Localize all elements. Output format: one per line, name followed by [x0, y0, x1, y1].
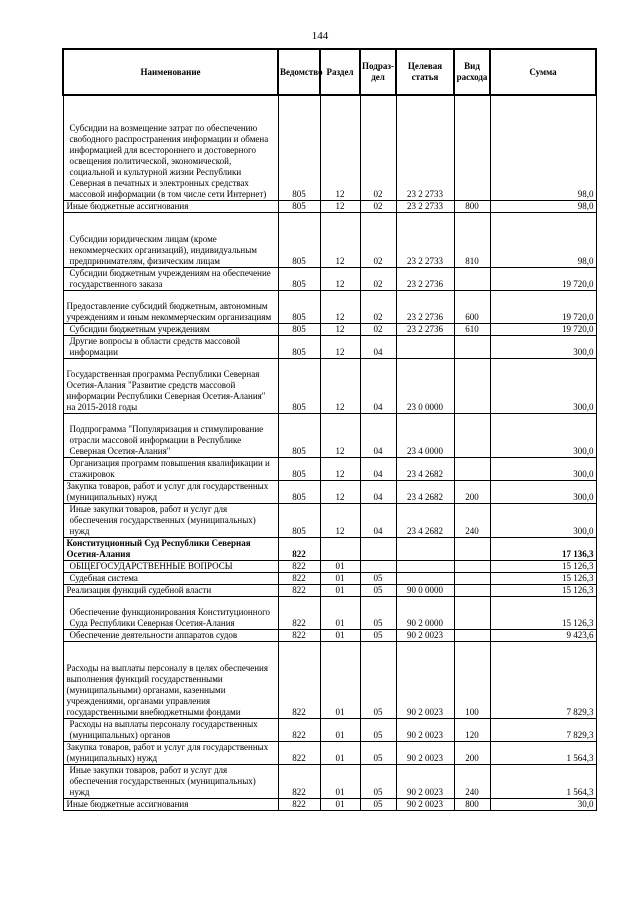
- cell-podrazdel: 02: [360, 95, 396, 200]
- cell-name: Иные бюджетные ассигнования: [63, 200, 278, 212]
- table-row: [63, 641, 596, 718]
- cell-summa: 1 564,3: [490, 764, 596, 798]
- cell-vedomstvo: 822: [278, 798, 320, 810]
- cell-statya: 90 2 0000: [396, 596, 454, 629]
- cell-vedomstvo: 805: [278, 335, 320, 358]
- cell-name: Подпрограмма "Популяризация и стимулирование отрасли массовой информации в Республике Северная Осетия-Алания": [63, 413, 278, 457]
- cell-podrazdel: 05: [360, 718, 396, 741]
- table-body: [63, 95, 596, 810]
- cell-razdel: 01: [320, 584, 360, 596]
- cell-summa: 15 126,3: [490, 584, 596, 596]
- cell-vid: 240: [454, 503, 490, 537]
- cell-podrazdel: 02: [360, 212, 396, 267]
- cell-vedomstvo: 805: [278, 95, 320, 200]
- cell-vedomstvo: 822: [278, 641, 320, 718]
- cell-vedomstvo: 822: [278, 537, 320, 560]
- cell-name: Субсидии юридическим лицам (кроме некоммерческих организаций), индивидуальным предпринимателям, физическим лицам: [63, 212, 278, 267]
- cell-razdel: [320, 537, 360, 560]
- cell-podrazdel: 05: [360, 584, 396, 596]
- cell-vid: 200: [454, 741, 490, 764]
- cell-podrazdel: 04: [360, 358, 396, 413]
- cell-name: Реализация функций судебной власти: [63, 584, 278, 596]
- table-row: [63, 718, 596, 741]
- cell-summa: 98,0: [490, 200, 596, 212]
- cell-vid: 610: [454, 323, 490, 335]
- cell-statya: 90 2 0023: [396, 629, 454, 641]
- cell-podrazdel: 05: [360, 764, 396, 798]
- table-row: [63, 335, 596, 358]
- table-row: [63, 584, 596, 596]
- table-row: [63, 503, 596, 537]
- cell-vid: [454, 584, 490, 596]
- cell-vid: 240: [454, 764, 490, 798]
- cell-vedomstvo: 822: [278, 560, 320, 572]
- header-vedomstvo: Ведомство: [278, 49, 320, 95]
- table-row: [63, 95, 596, 200]
- cell-summa: 17 136,3: [490, 537, 596, 560]
- cell-razdel: 01: [320, 572, 360, 584]
- header-summa: Сумма: [490, 49, 596, 95]
- cell-vedomstvo: 822: [278, 718, 320, 741]
- cell-summa: 300,0: [490, 480, 596, 503]
- cell-summa: 300,0: [490, 457, 596, 480]
- cell-summa: 30,0: [490, 798, 596, 810]
- cell-name: ОБЩЕГОСУДАРСТВЕННЫЕ ВОПРОСЫ: [63, 560, 278, 572]
- cell-name: Предоставление субсидий бюджетным, автономным учреждениям и иным некоммерческим организациям: [63, 290, 278, 323]
- cell-vedomstvo: 805: [278, 457, 320, 480]
- table-row: [63, 560, 596, 572]
- table-row: [63, 290, 596, 323]
- cell-name: Расходы на выплаты персоналу в целях обеспечения выполнения функций государственными (муниципальными) органами, казенными учреждениями, органами управления государственными внебюджетными фондами: [63, 641, 278, 718]
- cell-razdel: 01: [320, 764, 360, 798]
- cell-summa: 15 126,3: [490, 560, 596, 572]
- cell-statya: 90 2 0023: [396, 764, 454, 798]
- cell-vid: [454, 537, 490, 560]
- cell-vedomstvo: 805: [278, 480, 320, 503]
- cell-razdel: 12: [320, 457, 360, 480]
- cell-vedomstvo: 805: [278, 503, 320, 537]
- cell-statya: 90 0 0000: [396, 584, 454, 596]
- cell-summa: 19 720,0: [490, 290, 596, 323]
- cell-vedomstvo: 805: [278, 267, 320, 290]
- cell-podrazdel: 05: [360, 798, 396, 810]
- table-row: [63, 629, 596, 641]
- cell-razdel: 01: [320, 718, 360, 741]
- cell-vedomstvo: 805: [278, 290, 320, 323]
- cell-statya: 90 2 0023: [396, 741, 454, 764]
- cell-name: Субсидии бюджетным учреждениям на обеспечение государственного заказа: [63, 267, 278, 290]
- table-row: [63, 537, 596, 560]
- cell-razdel: 12: [320, 323, 360, 335]
- cell-vedomstvo: 805: [278, 212, 320, 267]
- cell-statya: 23 4 2682: [396, 480, 454, 503]
- cell-name: Конституционный Суд Республики Северная Осетия-Алания: [63, 537, 278, 560]
- cell-vid: [454, 572, 490, 584]
- cell-podrazdel: 04: [360, 335, 396, 358]
- cell-statya: 23 2 2733: [396, 95, 454, 200]
- cell-statya: 23 2 2736: [396, 290, 454, 323]
- cell-vid: 800: [454, 798, 490, 810]
- cell-statya: 23 2 2733: [396, 212, 454, 267]
- cell-statya: 23 4 2682: [396, 457, 454, 480]
- header-statya: Целевая статья: [396, 49, 454, 95]
- cell-statya: [396, 335, 454, 358]
- cell-razdel: 12: [320, 95, 360, 200]
- cell-razdel: 01: [320, 596, 360, 629]
- page-number: 144: [311, 30, 329, 42]
- cell-podrazdel: 05: [360, 641, 396, 718]
- cell-podrazdel: 05: [360, 596, 396, 629]
- cell-vid: 600: [454, 290, 490, 323]
- cell-summa: 300,0: [490, 358, 596, 413]
- cell-name: Государственная программа Республики Северная Осетия-Алания "Развитие средств массовой информации Республики Северная Осетия-Алания" на 2015-2018 годы: [63, 358, 278, 413]
- cell-statya: 90 2 0023: [396, 798, 454, 810]
- cell-name: Иные закупки товаров, работ и услуг для обеспечения государственных (муниципальных) нужд: [63, 503, 278, 537]
- cell-vid: 800: [454, 200, 490, 212]
- cell-podrazdel: 02: [360, 267, 396, 290]
- header-podrazdel: Подраз-дел: [360, 49, 396, 95]
- cell-vedomstvo: 822: [278, 764, 320, 798]
- cell-vedomstvo: 822: [278, 584, 320, 596]
- cell-name: Субсидии бюджетным учреждениям: [63, 323, 278, 335]
- cell-vid: 120: [454, 718, 490, 741]
- cell-razdel: 12: [320, 290, 360, 323]
- cell-statya: [396, 572, 454, 584]
- cell-razdel: 01: [320, 641, 360, 718]
- cell-summa: 7 829,3: [490, 641, 596, 718]
- cell-name: Субсидии на возмещение затрат по обеспечению свободного распространения информации и обмена информацией для всестороннего и достоверного освещения политической, экономической, социальной и культурной жизни Республики Северная в печатных и электронных средствах массовой информации (в том числе сети Интернет): [63, 95, 278, 200]
- header-vid: Вид расхода: [454, 49, 490, 95]
- cell-razdel: 12: [320, 200, 360, 212]
- cell-razdel: 12: [320, 480, 360, 503]
- cell-razdel: 12: [320, 358, 360, 413]
- cell-podrazdel: [360, 560, 396, 572]
- table-row: [63, 457, 596, 480]
- cell-summa: 19 720,0: [490, 323, 596, 335]
- cell-vid: 810: [454, 212, 490, 267]
- cell-vedomstvo: 805: [278, 323, 320, 335]
- cell-vid: [454, 629, 490, 641]
- cell-summa: 300,0: [490, 413, 596, 457]
- cell-vedomstvo: 805: [278, 200, 320, 212]
- cell-vid: [454, 358, 490, 413]
- cell-razdel: 12: [320, 335, 360, 358]
- cell-razdel: 12: [320, 413, 360, 457]
- cell-vedomstvo: 822: [278, 596, 320, 629]
- cell-vedomstvo: 822: [278, 629, 320, 641]
- cell-podrazdel: 04: [360, 480, 396, 503]
- cell-razdel: 12: [320, 212, 360, 267]
- table-row: [63, 212, 596, 267]
- table-row: [63, 358, 596, 413]
- cell-summa: 98,0: [490, 212, 596, 267]
- table-row: [63, 572, 596, 584]
- cell-name: Судебная система: [63, 572, 278, 584]
- cell-name: Иные бюджетные ассигнования: [63, 798, 278, 810]
- table-row: [63, 741, 596, 764]
- cell-name: Обеспечение деятельности аппаратов судов: [63, 629, 278, 641]
- cell-podrazdel: 05: [360, 741, 396, 764]
- cell-razdel: 01: [320, 741, 360, 764]
- cell-podrazdel: 05: [360, 572, 396, 584]
- cell-vedomstvo: 822: [278, 741, 320, 764]
- table-row: [63, 480, 596, 503]
- table-row: [63, 267, 596, 290]
- cell-podrazdel: 04: [360, 457, 396, 480]
- cell-name: Закупка товаров, работ и услуг для государственных (муниципальных) нужд: [63, 480, 278, 503]
- cell-name: Закупка товаров, работ и услуг для государственных (муниципальных) нужд: [63, 741, 278, 764]
- cell-statya: 90 2 0023: [396, 641, 454, 718]
- cell-podrazdel: [360, 537, 396, 560]
- cell-razdel: 12: [320, 503, 360, 537]
- cell-statya: 23 2 2733: [396, 200, 454, 212]
- cell-podrazdel: 05: [360, 629, 396, 641]
- cell-razdel: 01: [320, 798, 360, 810]
- cell-razdel: 01: [320, 560, 360, 572]
- cell-summa: 9 423,6: [490, 629, 596, 641]
- cell-podrazdel: 04: [360, 413, 396, 457]
- header-razdel: Раздел: [320, 49, 360, 95]
- cell-podrazdel: 02: [360, 290, 396, 323]
- cell-vid: [454, 335, 490, 358]
- cell-statya: 23 2 2736: [396, 323, 454, 335]
- cell-name: Иные закупки товаров, работ и услуг для обеспечения государственных (муниципальных) нужд: [63, 764, 278, 798]
- cell-summa: 15 126,3: [490, 596, 596, 629]
- table-row: [63, 323, 596, 335]
- cell-razdel: 01: [320, 629, 360, 641]
- table-row: [63, 798, 596, 810]
- cell-vid: [454, 596, 490, 629]
- cell-summa: 300,0: [490, 335, 596, 358]
- cell-statya: 23 4 0000: [396, 413, 454, 457]
- cell-statya: [396, 537, 454, 560]
- cell-statya: 23 0 0000: [396, 358, 454, 413]
- cell-summa: 98,0: [490, 95, 596, 200]
- cell-vid: [454, 267, 490, 290]
- cell-summa: 15 126,3: [490, 572, 596, 584]
- table-row: [63, 413, 596, 457]
- cell-razdel: 12: [320, 267, 360, 290]
- table-row: [63, 596, 596, 629]
- cell-summa: 7 829,3: [490, 718, 596, 741]
- cell-podrazdel: 02: [360, 323, 396, 335]
- budget-table: [62, 48, 597, 811]
- cell-vid: 200: [454, 480, 490, 503]
- cell-statya: 90 2 0023: [396, 718, 454, 741]
- cell-statya: [396, 560, 454, 572]
- cell-name: Обеспечение функционирования Конституционного Суда Республики Северная Осетия-Алания: [63, 596, 278, 629]
- cell-vid: 100: [454, 641, 490, 718]
- cell-name: Организация программ повышения квалификации и стажировок: [63, 457, 278, 480]
- cell-vid: [454, 413, 490, 457]
- cell-summa: 1 564,3: [490, 741, 596, 764]
- cell-vedomstvo: 805: [278, 413, 320, 457]
- cell-vid: [454, 457, 490, 480]
- cell-vedomstvo: 822: [278, 572, 320, 584]
- header-name: Наименование: [63, 49, 278, 95]
- cell-podrazdel: 02: [360, 200, 396, 212]
- cell-vid: [454, 95, 490, 200]
- cell-statya: 23 2 2736: [396, 267, 454, 290]
- cell-vid: [454, 560, 490, 572]
- cell-name: Расходы на выплаты персоналу государственных (муниципальных) органов: [63, 718, 278, 741]
- table-row: [63, 200, 596, 212]
- cell-name: Другие вопросы в области средств массовой информации: [63, 335, 278, 358]
- cell-summa: 300,0: [490, 503, 596, 537]
- cell-podrazdel: 04: [360, 503, 396, 537]
- cell-vedomstvo: 805: [278, 358, 320, 413]
- table-header: [63, 49, 596, 95]
- cell-summa: 19 720,0: [490, 267, 596, 290]
- cell-statya: 23 4 2682: [396, 503, 454, 537]
- table-row: [63, 764, 596, 798]
